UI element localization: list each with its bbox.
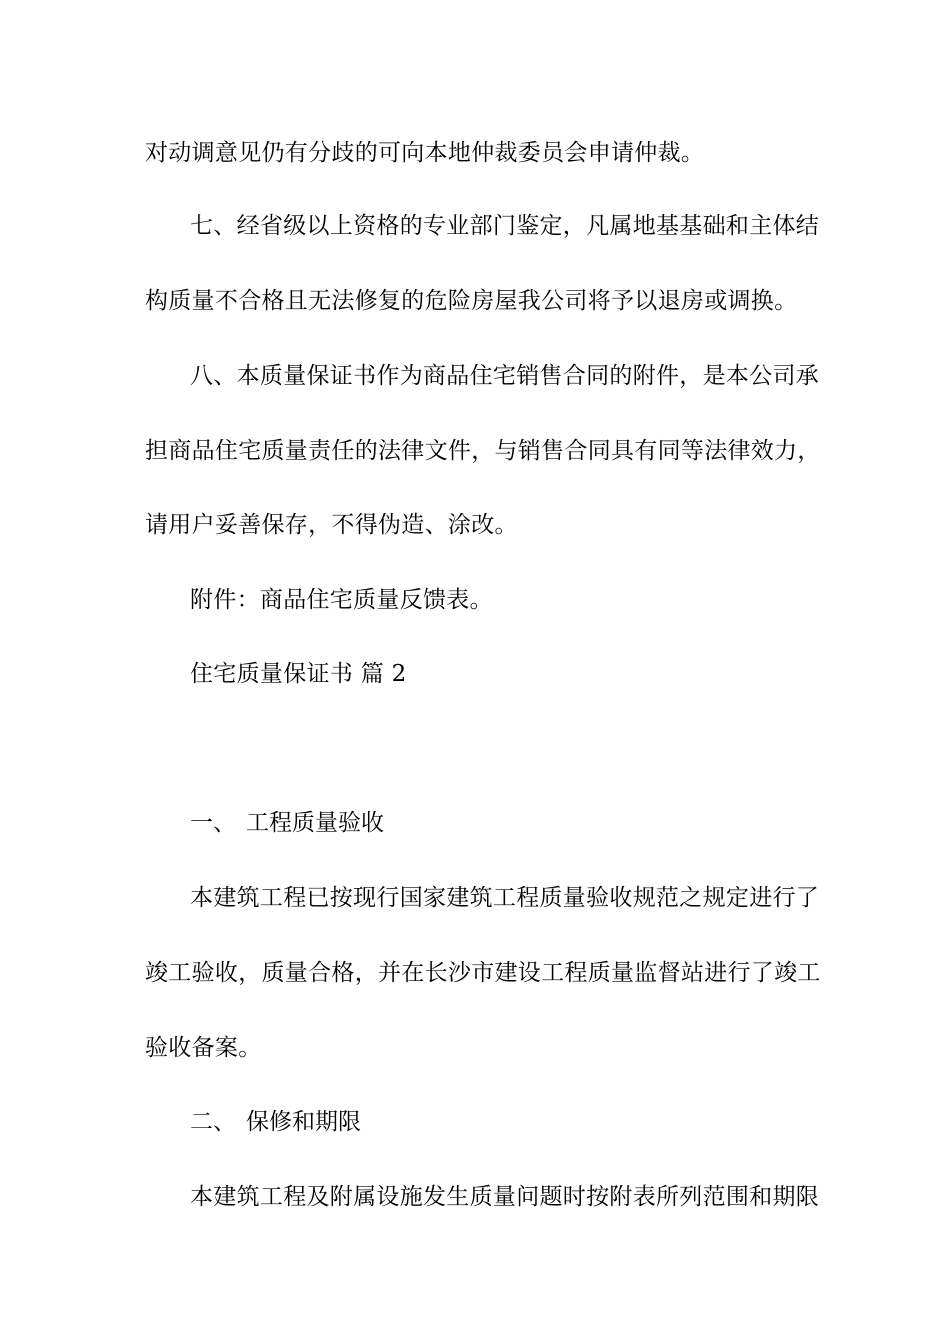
paragraph-line: 竣工验收，质量合格，并在长沙市建设工程质量监督站进行了竣工 bbox=[145, 960, 821, 986]
paragraph-line: 对动调意见仍有分歧的可向本地仲裁委员会申请仲裁。 bbox=[145, 140, 705, 166]
heading-text: 保修和期限 bbox=[246, 1109, 361, 1135]
heading-number: 二、 bbox=[190, 1109, 236, 1135]
paragraph-line: 担商品住宅质量责任的法律文件，与销售合同具有同等法律效力， bbox=[145, 438, 821, 464]
section-heading-1 bbox=[190, 808, 384, 838]
heading-number: 一、 bbox=[190, 810, 236, 836]
section-title: 住宅质量保证书 篇 2 bbox=[190, 661, 407, 687]
paragraph-line: 验收备案。 bbox=[145, 1035, 262, 1061]
paragraph-line: 构质量不合格且无法修复的危险房屋我公司将予以退房或调换。 bbox=[145, 288, 798, 314]
paragraph-line: 八、本质量保证书作为商品住宅销售合同的附件，是本公司承 bbox=[190, 363, 820, 389]
paragraph-line: 本建筑工程及附属设施发生质量问题时按附表所列范围和期限 bbox=[190, 1184, 820, 1210]
attachment-note: 附件：商品住宅质量反馈表。 bbox=[190, 587, 493, 613]
paragraph-line: 本建筑工程已按现行国家建筑工程质量验收规范之规定进行了 bbox=[190, 885, 820, 911]
section-heading-2 bbox=[190, 1107, 361, 1137]
paragraph-line: 七、经省级以上资格的专业部门鉴定，凡属地基基础和主体结 bbox=[190, 213, 820, 239]
paragraph-line: 请用户妥善保存，不得伪造、涂改。 bbox=[145, 512, 518, 538]
heading-text: 工程质量验收 bbox=[246, 810, 384, 836]
